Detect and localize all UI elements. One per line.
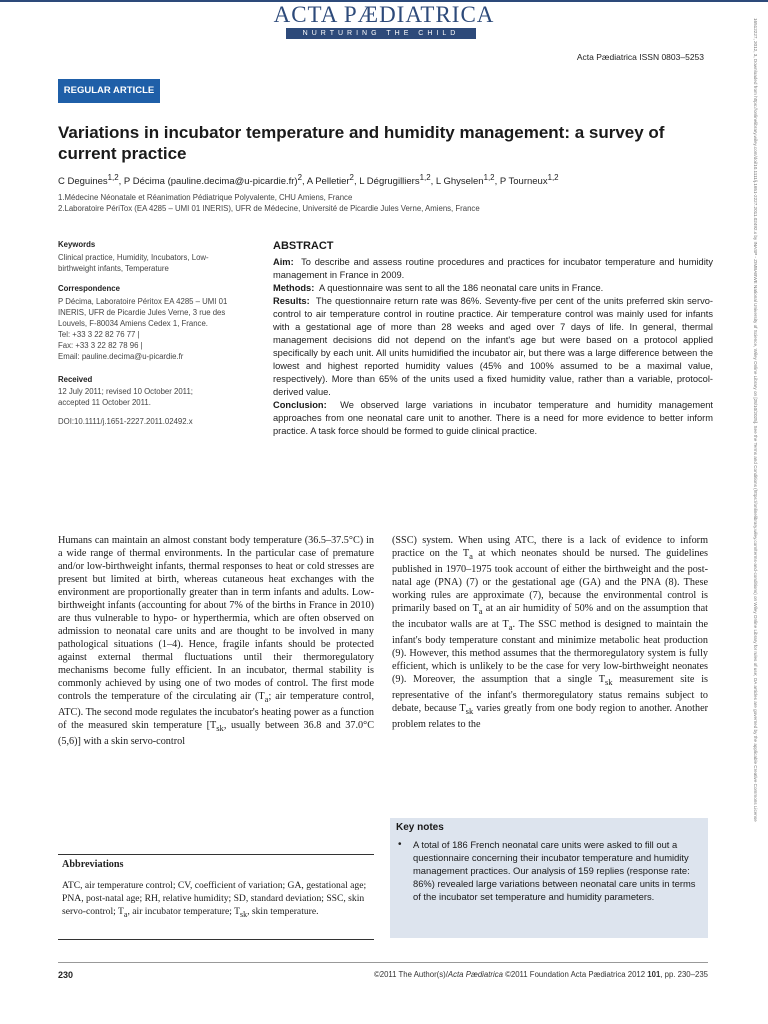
affiliation-1: 1.Médecine Néonatale et Réanimation Pédiatrique Polyvalente, CHU Amiens, France bbox=[58, 193, 353, 202]
doi-link[interactable]: DOI:10.1111/j.1651-2227.2011.02492.x bbox=[58, 417, 193, 426]
correspondence-heading: Correspondence bbox=[58, 284, 120, 293]
body-text-left-column: Humans can maintain an almost constant body temperature (36.5–37.5°C) in a wide range of thermal environments. In the particular case of premature and/or low-birthweight infants, thermal responses to heat or cold stresses are present but limited at birth, whereas cutaneous heat exchanges with the environment are proportionally greater than in term infants and adults. Low-birthweight infants (accounting for about 7% of the births in France in 2010) are thus vulnerable to hypo- or hyperthermia, which are often observed on admission to neonatal care units and are thought to be involved in many pathological situations (1–4). Hence, fragile infants should be protected against external thermal fluctuations until their thermoregulatory mechanisms become fully efficient. In an incubator, thermal stability is commonly achieved by using one of two modes of control. The first mode controls the temperature of the circulating air ($T_a$; air temperature control, ATC). The second mode regulates the incubator's heating power as a function of the measured skin temperature [$T_{sk}$, usually between 36.8 and 37.0°C (5,6)] with a skin servo-control bbox=[58, 535, 375, 748]
key-notes-text: A total of 186 French neonatal care units were asked to fill out a questionnaire concerning their incubator temperature and humidity management practices. Our analysis of 159 replies (response rate: 86%) revealed large variations between neonatal care units in terms of the incubator set temperature and humidity parameters. bbox=[413, 839, 696, 902]
abstract-body: Aim: To describe and assess routine procedures and practices for incubator temperature and humidity management in France in 2009. Methods: A questionnaire was sent to all the 186 neonatal care units in France. Results: The questionnaire return rate was 86%. Seventy-five per cent of the units preferred skin servo-control to air temperature control in routine practice. Air temperature control was mainly used for infants with a gestational age of more than 28 weeks and aged over 7 days of life. In general, thermal management decisions did not depend on the infant's age but were based on a protocol applied specifically by each unit. All units humidified the incubator air, but there was a large difference between the lowest and highest reported humidity values (45% and 100% assumed to be a maximal value, respectively). More than 65% of the units used a fixed humidity value, rather than a variable, protocol-derived value. Conclusion: We observed large variations in incubator temperature and humidity management approaches from one neonatal care unit to another. There is a need for more evidence to better inform practice. A task force should be formed to guide clinical practice. bbox=[273, 257, 713, 436]
download-margin-note bbox=[740, 0, 762, 1024]
footer-rule bbox=[58, 962, 708, 963]
tagline-band bbox=[286, 28, 476, 39]
correspondence-text: P Décima, Laboratoire Péritox EA 4285 – UMI 01 INERIS, UFR de Picardie Jules Verne, 3 rue des Louvels, F-80034 Amiens Cedex 1, France. Tel: +33 3 22 82 76 77 | Fax: +33 3 22 82 78 96 | Email: pauline.decima@u-picardie.fr bbox=[58, 297, 228, 361]
key-notes-heading: Key notes bbox=[396, 822, 444, 833]
abbreviations-heading: Abbreviations bbox=[62, 859, 124, 870]
author-list: C Deguines$^{1,2}$, P Décima (pauline.decima@u-picardie.fr)$^2$, A Pelletier$^2$, L Dégrugilliers$^{1,2}$, L Ghyselen$^{1,2}$, P Tourneux$^{1,2}$ bbox=[58, 173, 559, 188]
bullet-icon: • bbox=[398, 839, 402, 850]
affiliation-2: 2.Laboratoire PériTox (EA 4285 – UMI 01 INERIS), UFR de Médecine, Université de Picardie Jules Verne, Amiens, France bbox=[58, 204, 480, 213]
page-number: 230 bbox=[58, 970, 74, 980]
keywords-text: Clinical practice, Humidity, Incubators, Low- birthweight infants, Temperature bbox=[58, 253, 209, 273]
copyright-line: ©2011 The Author(s)/Acta Pædiatrica ©2011 Foundation Acta Pædiatrica 2012 101, pp. 230–235 bbox=[373, 970, 708, 979]
journal-logo: ACTA PÆDIATRICA bbox=[273, 2, 495, 27]
abbreviations-box bbox=[58, 854, 374, 940]
download-margin-text: 16512227, 2012, 3, Downloaded from https://onlinelibrary.wiley.com/doi/10.1111/j.1651-2227.2011.02492.x by INASP - ZIMBABWE National University of Science, Wiley Online Library on [28/10/2025]. See the Terms and Conditions (https://onlinelibrary.wiley.com/terms-and-conditions) on Wiley Online Library for rules of use; OA articles are governed by the applicable Creative Commons License bbox=[753, 18, 758, 822]
body-text-right-column: (SSC) system. When using ATC, there is a lack of evidence to inform practice on the $T_a$ at which neonates should be nursed. The guidelines published in 1970–1975 took account of either the birthweight and the post-natal age (PNA) (7) or the gestational age (GA) and the PNA (8). These working rules are approximate (7), because the environmental control is primarily based on $T_a$ at an air humidity of 50% and on the assumption that the incubator walls are at $T_a$. The SSC method is designed to maintain the infant's body temperature constant and minimize metabolic heat production (9). However, this method assumes that the thermoregulatory system is fully efficient, which is unlikely to be the case for very low-birthweight neonates (9). Moreover, the assumption that a single $T_{sk}$ measurement site is representative of the infant's thermoregulatory status remains subject to debate, because $T_{sk}$ varies greatly from one body region to another. Another problem relates to the bbox=[392, 535, 708, 731]
article-type-badge: REGULAR ARTICLE bbox=[58, 79, 160, 103]
received-heading: Received bbox=[58, 375, 93, 384]
article-title: Variations in incubator temperature and humidity management: a survey of current practice bbox=[58, 123, 665, 163]
received-text: 12 July 2011; revised 10 October 2011; accepted 11 October 2011. bbox=[58, 387, 193, 407]
journal-issn: Acta Pædiatrica ISSN 0803–5253 bbox=[576, 52, 704, 62]
journal-masthead bbox=[0, 0, 768, 48]
key-notes-box bbox=[390, 818, 708, 938]
abbreviations-text: ATC, air temperature control; CV, coefficient of variation; GA, gestational age; PNA, post-natal age; RH, relative humidity; SD, standard deviation; SSC, skin servo-control; $T_a$, air incubator temperature; $T_{sk}$, skin temperature. bbox=[62, 880, 367, 919]
abstract-heading: ABSTRACT bbox=[273, 240, 334, 252]
keywords-heading: Keywords bbox=[58, 240, 96, 249]
journal-tagline: NURTURING THE CHILD bbox=[302, 30, 460, 37]
